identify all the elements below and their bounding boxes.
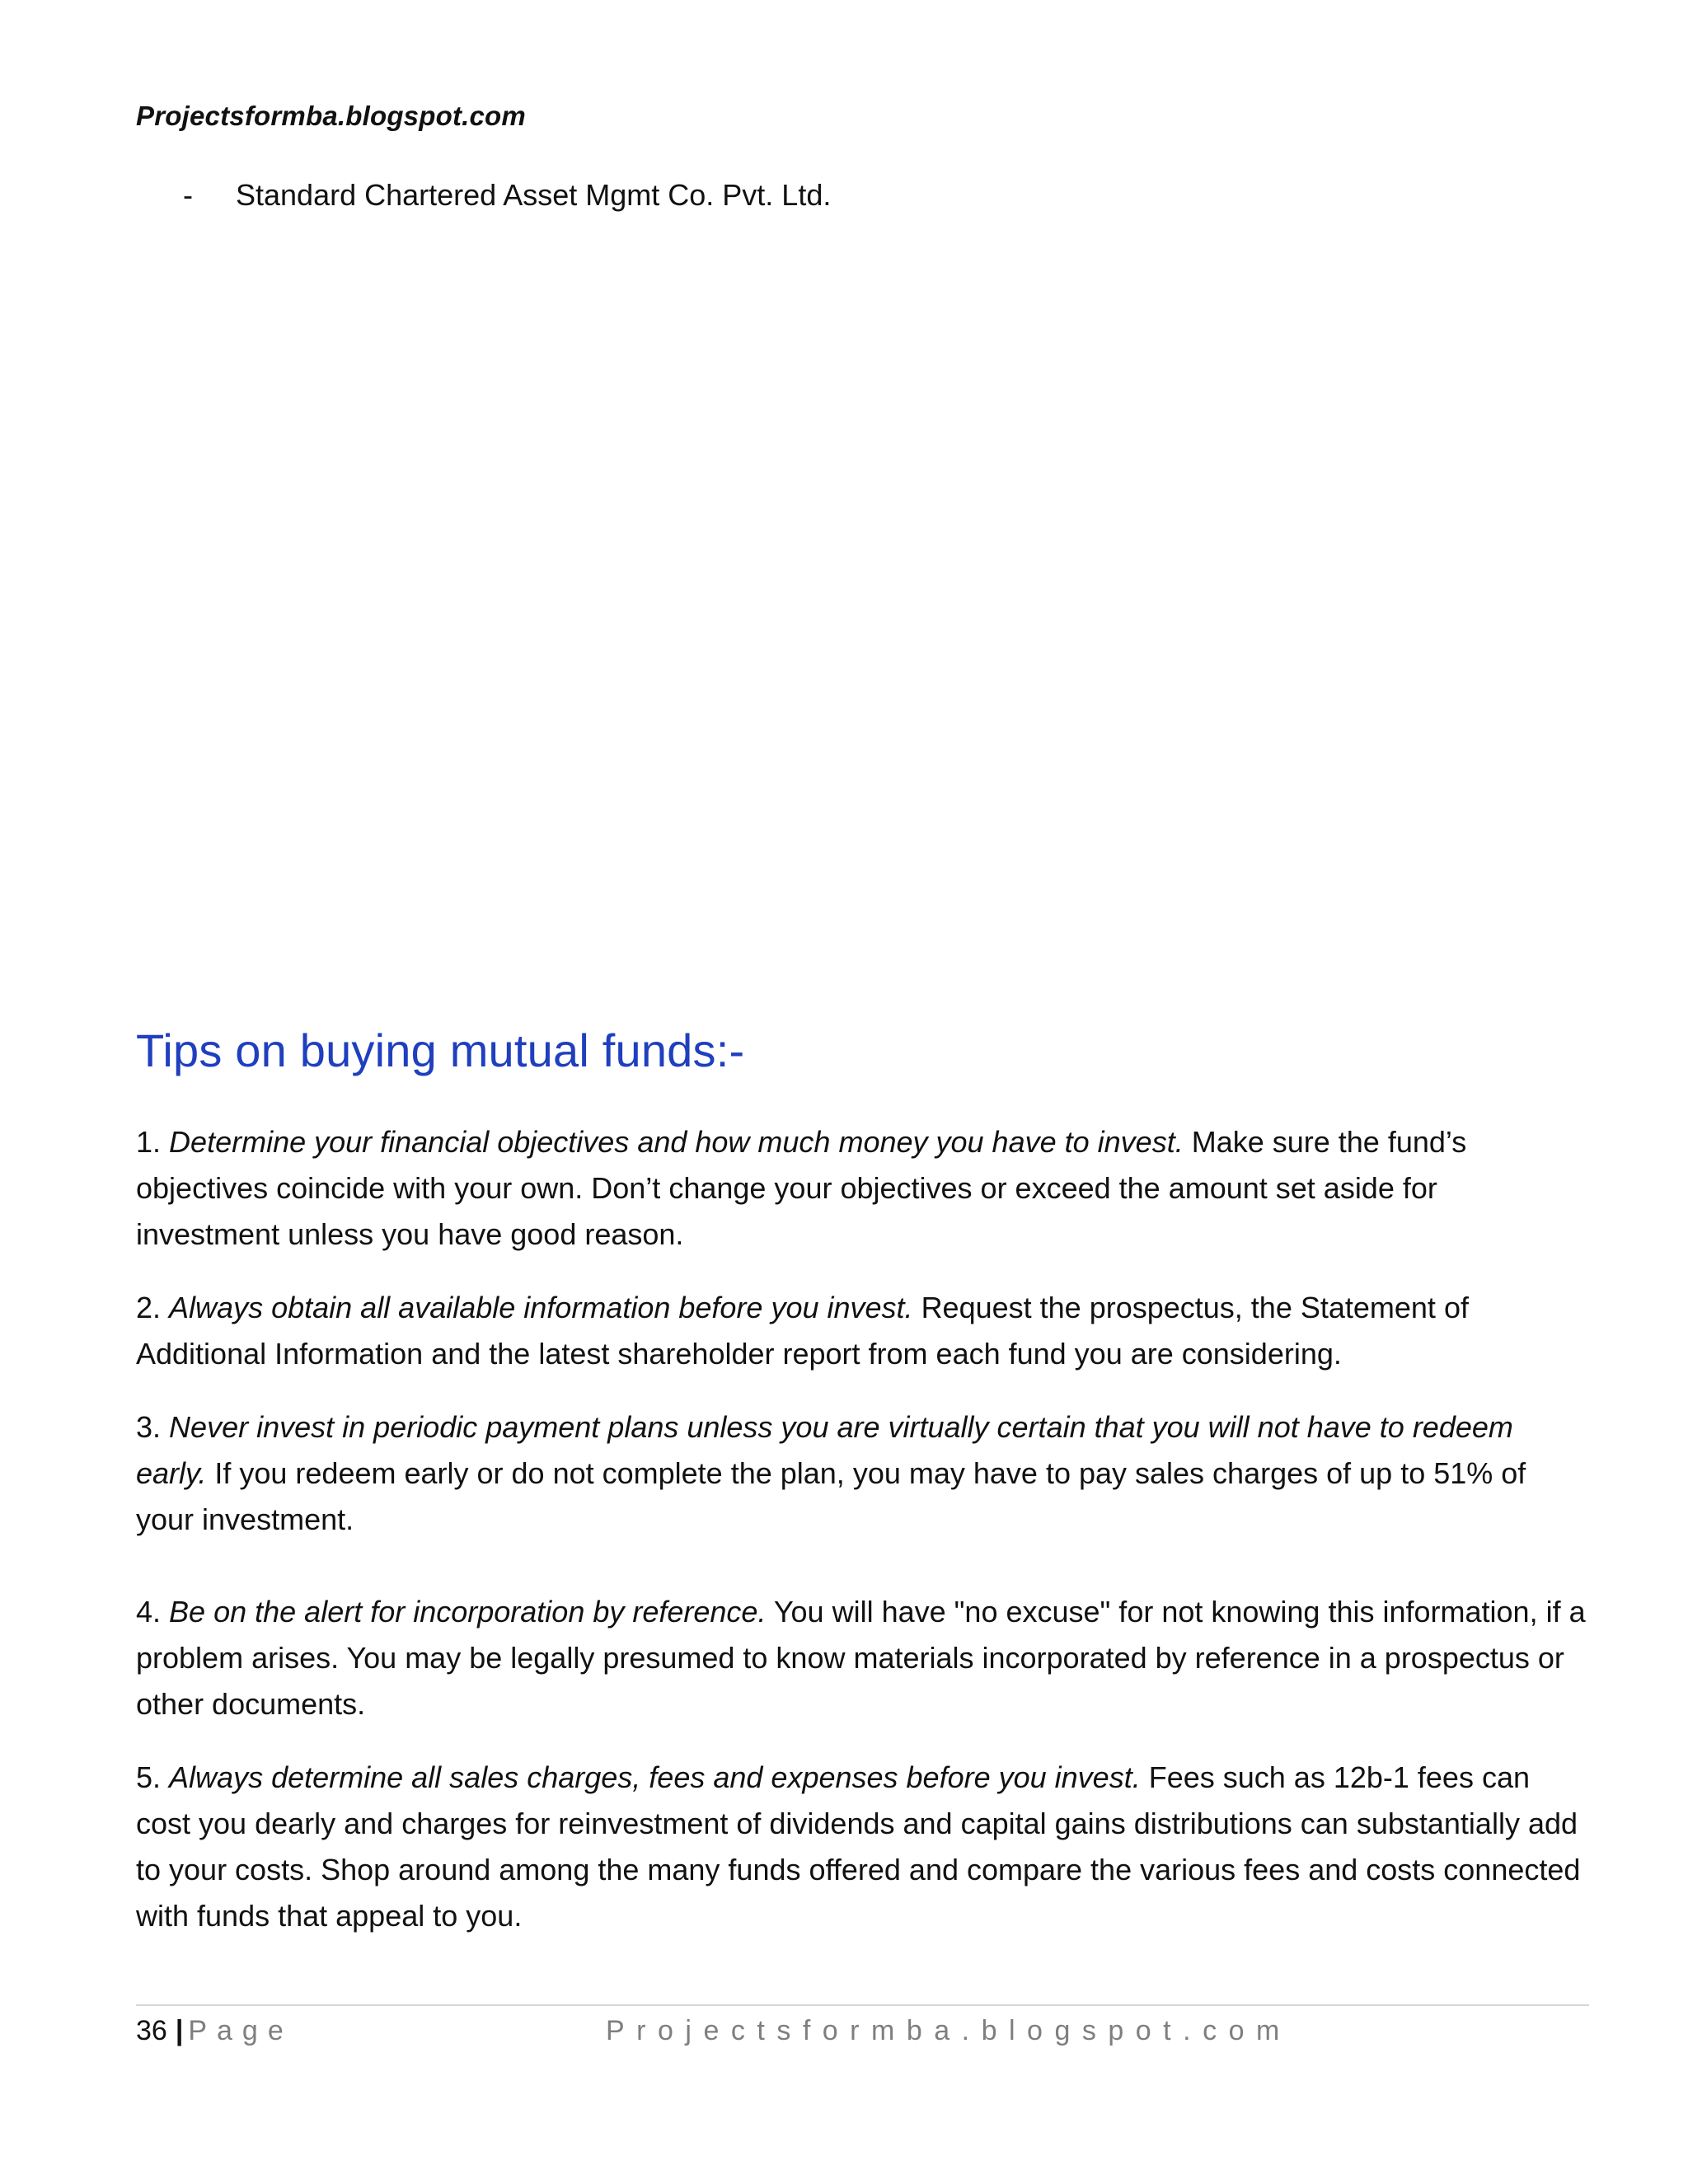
tips-list (136, 1119, 1587, 1966)
tip-lead: Determine your financial objectives and how much money you have to invest. (169, 1125, 1184, 1159)
tip-number: 3. (136, 1410, 162, 1444)
tip-body: You will have "no excuse" for not knowing this information, if a problem arises. You may be legally presumed to know materials incorporated by reference in a prospectus or other documents. (136, 1595, 1586, 1721)
tip-body: Request the prospectus, the Statement of Additional Information and the latest shareholder report from each fund you are considering. (136, 1291, 1469, 1371)
section-heading: Tips on buying mutual funds:- (136, 1024, 745, 1076)
tip-item (136, 1119, 1587, 1258)
dash-bullet: - (183, 178, 193, 212)
tip-lead: Always obtain all available information before you invest. (169, 1291, 913, 1324)
page-number: 36 (136, 2015, 167, 2046)
tip-lead: Never invest in periodic payment plans unless you are virtually certain that you will not have to redeem early. (136, 1410, 1513, 1490)
tip-number: 1. (136, 1125, 162, 1159)
tip-number: 2. (136, 1291, 162, 1324)
tip-number: 4. (136, 1595, 162, 1629)
tip-body: If you redeem early or do not complete the plan, you may have to pay sales charges of up to 51% of your investment. (136, 1456, 1526, 1536)
tip-item (136, 1755, 1587, 1939)
footer-divider (136, 2004, 1589, 2006)
page-label: Page (188, 2015, 293, 2046)
footer-site: Projectsformba.blogspot.com (606, 2015, 1292, 2046)
tip-lead: Be on the alert for incorporation by reference. (169, 1595, 767, 1629)
tip-number: 5. (136, 1760, 162, 1794)
page-footer (136, 2011, 1589, 2052)
footer-separator: | (175, 2015, 184, 2046)
tip-body: Make sure the fund’s objectives coincide with your own. Don’t change your objectives or exceed the amount set aside for investment unless you have good reason. (136, 1125, 1467, 1251)
amc-list (183, 175, 831, 216)
list-item-text: Standard Chartered Asset Mgmt Co. Pvt. Ltd. (236, 178, 832, 212)
tip-item (136, 1589, 1587, 1727)
tip-item (136, 1404, 1587, 1543)
tip-body: Fees such as 12b-1 fees can cost you dearly and charges for reinvestment of dividends and capital gains distributions can substantially add to your costs. Shop around among the many funds offered and compare the various fees and costs connected with funds that appeal to you. (136, 1760, 1581, 1933)
list-item (183, 175, 831, 216)
page-header-site: Projectsformba.blogspot.com (136, 101, 526, 131)
tip-item (136, 1285, 1587, 1377)
tip-lead: Always determine all sales charges, fees and expenses before you invest. (169, 1760, 1141, 1794)
